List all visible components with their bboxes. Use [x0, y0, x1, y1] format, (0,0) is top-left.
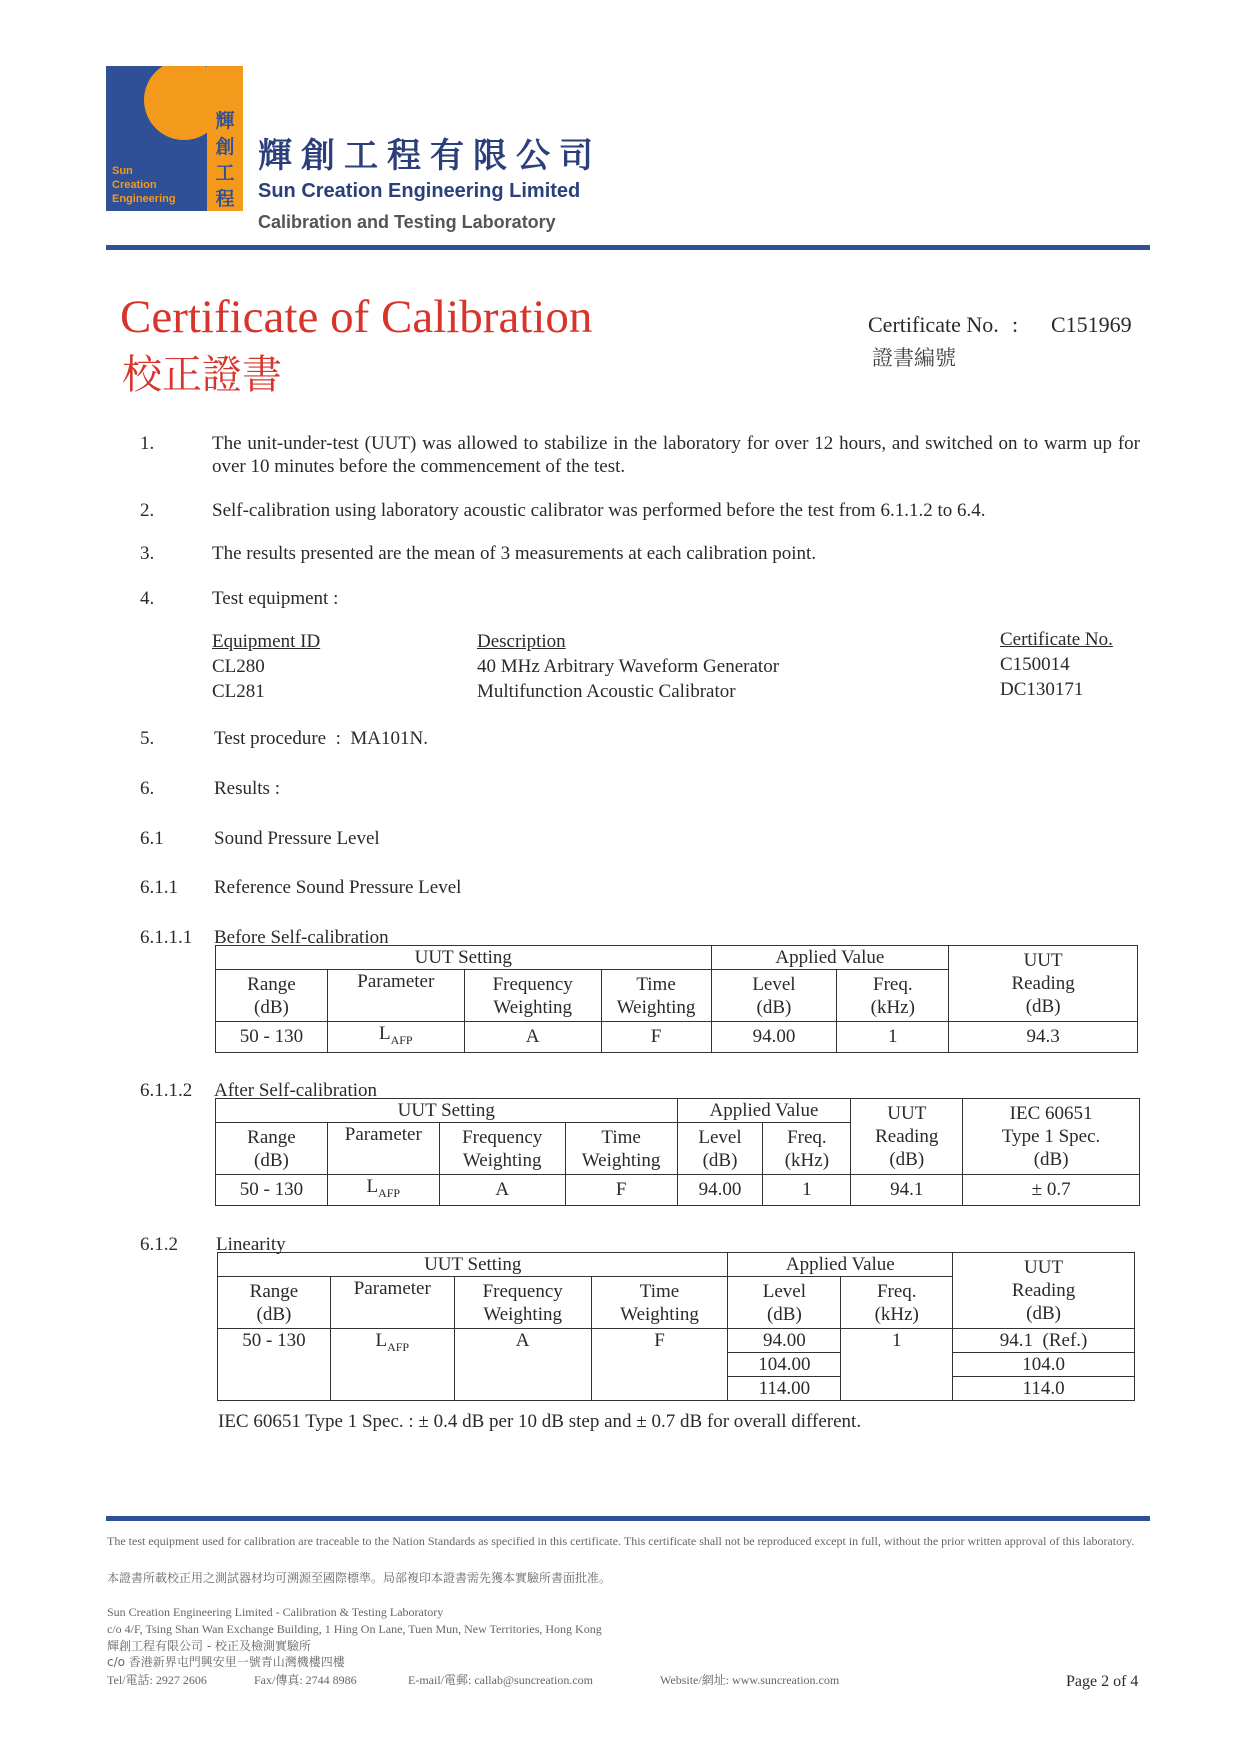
parameter-header: Parameter [327, 970, 464, 1022]
item-number: 6. [140, 778, 155, 799]
range-cell: 50 - 130 [216, 1022, 328, 1053]
equipment-description-header: Description [477, 631, 566, 652]
uut-reading-cell: 104.0 [953, 1353, 1135, 1377]
certificate-number: C151969 [1051, 312, 1132, 337]
uut-reading-cell: 94.1 [851, 1175, 963, 1206]
time-weighting-header: Time Weighting [591, 1277, 728, 1329]
equipment-description: Multifunction Acoustic Calibrator [477, 681, 736, 702]
equipment-description: 40 MHz Arbitrary Waveform Generator [477, 656, 780, 677]
range-header: Range (dB) [216, 970, 328, 1022]
level-cell: 94.00 [677, 1175, 763, 1206]
equipment-certificate: C150014 [1000, 654, 1070, 675]
section-title: Linearity [216, 1234, 286, 1255]
title-cn: 校正證書 [122, 352, 282, 398]
section-number: 6.1.1 [140, 877, 178, 898]
uut-reading-cell: 114.0 [953, 1377, 1135, 1401]
section-title: Before Self-calibration [214, 927, 389, 948]
equipment-id-header: Equipment ID [212, 631, 321, 652]
range-cell: 50 - 130 [218, 1329, 331, 1401]
range-header: Range (dB) [218, 1277, 331, 1329]
parameter-header: Parameter [327, 1123, 439, 1175]
company-name-cn: 輝創工程有限公司 [258, 136, 602, 176]
range-cell: 50 - 130 [216, 1175, 328, 1206]
time-weighting-header: Time Weighting [601, 970, 711, 1022]
linearity-table [217, 1252, 1135, 1401]
company-name-en: Sun Creation Engineering Limited [258, 180, 581, 202]
applied-value-header: Applied Value [677, 1099, 851, 1123]
time-weighting-cell: F [591, 1329, 728, 1401]
logo-en-text: Sun Creation Engineering [112, 165, 176, 205]
uut-reading-cell: 94.1 (Ref.) [953, 1329, 1135, 1353]
equipment-certificate-header: Certificate No. [1000, 629, 1113, 650]
parameter-cell: $L_{AFP}$ [330, 1329, 454, 1401]
uut-reading-cell: 94.3 [949, 1022, 1138, 1053]
section-title: Sound Pressure Level [214, 828, 380, 849]
lab-name: Calibration and Testing Laboratory [258, 212, 556, 232]
section-number: 6.1.2 [140, 1234, 178, 1255]
freq-cell: 1 [763, 1175, 851, 1206]
frequency-weighting-cell: A [439, 1175, 565, 1206]
title-en: Certificate of Calibration [120, 291, 593, 343]
level-cell: 114.00 [728, 1377, 841, 1401]
footer-rule [106, 1516, 1150, 1521]
frequency-weighting-header: Frequency Weighting [439, 1123, 565, 1175]
item-text: Self-calibration using laboratory acoustic calibrator was performed before the test from 6.1.1.2 to 6.4. [212, 500, 986, 521]
level-cell: 104.00 [728, 1353, 841, 1377]
header-rule [106, 245, 1150, 250]
uut-reading-header: UUT Reading (dB) [851, 1099, 963, 1175]
iec-spec-header: IEC 60651 Type 1 Spec. (dB) [963, 1099, 1140, 1175]
item-number: 1. [140, 433, 155, 454]
logo-cn-text: 輝 創 工 程 [215, 110, 235, 210]
item-text: The results presented are the mean of 3 measurements at each calibration point. [212, 543, 817, 564]
level-cell: 94.00 [711, 1022, 837, 1053]
freq-header: Freq. (kHz) [837, 970, 949, 1022]
level-header: Level (dB) [677, 1123, 763, 1175]
section-title: Reference Sound Pressure Level [214, 877, 462, 898]
item-number: 3. [140, 543, 155, 564]
parameter-cell: $L_{AFP}$ [327, 1022, 464, 1053]
section-title: After Self-calibration [214, 1080, 378, 1101]
item-number: 2. [140, 500, 155, 521]
item-number: 5. [140, 728, 155, 749]
section-number: 6.1 [140, 828, 164, 849]
address-line: c/o 4/F, Tsing Shan Wan Exchange Building, 1 Hing On Lane, Tuen Mun, New Territories, Hong Kong [107, 1622, 602, 1636]
equipment-certificate: DC130171 [1000, 679, 1084, 700]
uut-reading-header: UUT Reading (dB) [949, 946, 1138, 1022]
iec-spec-cell: ± 0.7 [963, 1175, 1140, 1206]
traceability-note-cn: 本證書所載校正用之測試器材均可溯源至國際標準。局部複印本證書需先獲本實驗所書面批准。 [107, 1571, 612, 1585]
parameter-header: Parameter [330, 1277, 454, 1329]
certificate-label: Certificate No. [868, 312, 999, 337]
address-line-cn: 輝創工程有限公司 - 校正及檢測實驗所 [107, 1639, 311, 1653]
time-weighting-cell: F [565, 1175, 677, 1206]
level-header: Level (dB) [711, 970, 837, 1022]
certificate-separator: : [1012, 312, 1019, 337]
applied-value-header: Applied Value [728, 1253, 953, 1277]
uut-setting-header: UUT Setting [216, 946, 712, 970]
section-number: 6.1.1.1 [140, 927, 193, 948]
frequency-weighting-cell: A [464, 1022, 601, 1053]
uut-setting-header: UUT Setting [216, 1099, 678, 1123]
equipment-id: CL280 [212, 656, 265, 677]
freq-header: Freq. (kHz) [841, 1277, 953, 1329]
address-line-cn: c/o 香港新界屯門興安里一號青山灣機樓四樓 [107, 1655, 345, 1669]
item-text: The unit-under-test (UUT) was allowed to stabilize in the laboratory for over 12 hours, and switched on to warm up for over 10 minutes before the commencement of the test. [212, 433, 1140, 477]
uut-setting-header: UUT Setting [218, 1253, 728, 1277]
linearity-spec-note: IEC 60651 Type 1 Spec. : ± 0.4 dB per 10 dB step and ± 0.7 dB for overall different. [218, 1411, 862, 1432]
freq-cell: 1 [837, 1022, 949, 1053]
after-self-calibration-table [215, 1098, 1140, 1206]
uut-reading-header: UUT Reading (dB) [953, 1253, 1135, 1329]
frequency-weighting-header: Frequency Weighting [454, 1277, 591, 1329]
parameter-cell: $L_{AFP}$ [327, 1175, 439, 1206]
level-header: Level (dB) [728, 1277, 841, 1329]
frequency-weighting-header: Frequency Weighting [464, 970, 601, 1022]
item-text: Results : [214, 778, 280, 799]
fax: Fax/傳真: 2744 8986 [254, 1673, 357, 1687]
level-cell: 94.00 [728, 1329, 841, 1353]
section-number: 6.1.1.2 [140, 1080, 193, 1101]
certificate-label-cn: 證書編號 [872, 346, 956, 370]
frequency-weighting-cell: A [454, 1329, 591, 1401]
equipment-id: CL281 [212, 681, 265, 702]
applied-value-header: Applied Value [711, 946, 949, 970]
traceability-note: The test equipment used for calibration are traceable to the Nation Standards as specified in this certificate. This certificate shall not be reproduced except in full, without the prior written approval of this laboratory. [107, 1534, 1135, 1548]
website: Website/網址: www.suncreation.com [660, 1673, 840, 1687]
item-number: 4. [140, 588, 155, 609]
freq-header: Freq. (kHz) [763, 1123, 851, 1175]
before-self-calibration-table [215, 945, 1138, 1053]
telephone: Tel/電話: 2927 2606 [107, 1673, 207, 1687]
address-line: Sun Creation Engineering Limited - Calibration & Testing Laboratory [107, 1605, 444, 1619]
range-header: Range (dB) [216, 1123, 328, 1175]
page-number: Page 2 of 4 [1066, 1673, 1139, 1690]
time-weighting-cell: F [601, 1022, 711, 1053]
email: E-mail/電郵: callab@suncreation.com [408, 1673, 593, 1687]
company-logo [106, 66, 243, 211]
freq-cell: 1 [841, 1329, 953, 1401]
item-text: Test equipment : [212, 588, 339, 609]
item-text: Test procedure : MA101N. [214, 728, 428, 749]
time-weighting-header: Time Weighting [565, 1123, 677, 1175]
